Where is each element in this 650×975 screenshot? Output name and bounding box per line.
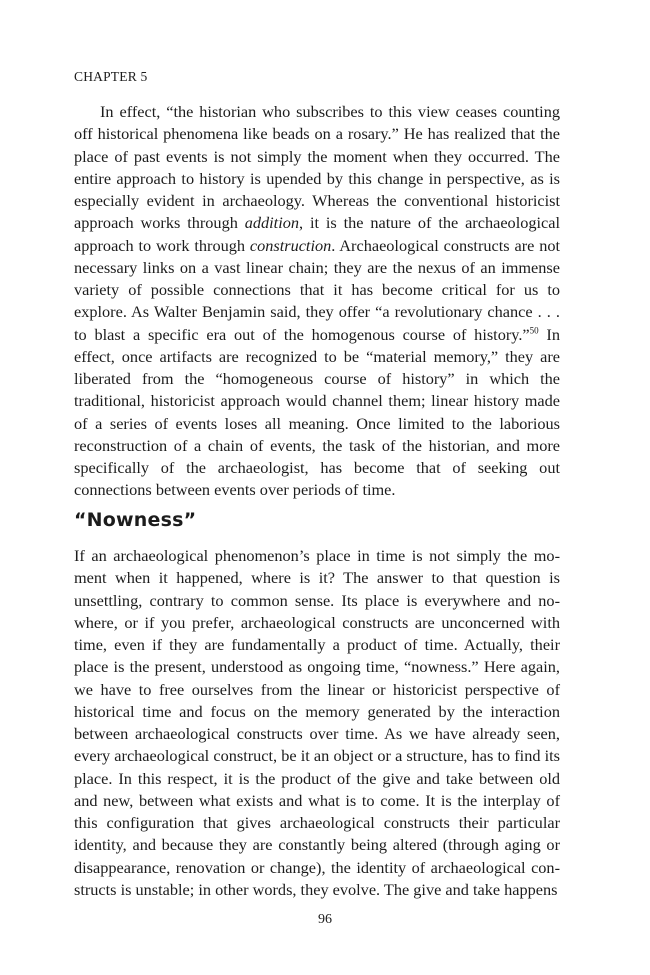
paragraph-text: , it is the nature of the archaeological approach to work through: [74, 213, 560, 255]
footnote-marker: 50: [529, 325, 539, 336]
emphasis-addition: addition: [244, 213, 299, 233]
paragraph-text: . Archaeological constructs are not necessary links on a vast linear chain; they are the nexus of an immense variety of possible connections that it has become critical for us to explore. As Walter Benjamin said, they offer “a revolutionary chance . . . to blast a specific era out of the homogenous course of history.”: [74, 235, 560, 344]
page-number: 96: [318, 912, 332, 927]
section-heading: “Nowness”: [74, 509, 197, 531]
paragraph-text: In effect, “the historian who subscribes to this view ceases counting off historical phenomena like beads on a rosary.” He has realized that the place of past events is not simply the moment when they occurred. The entire approach to history is upended by this change in perspective, as is especially evident in archaeology. Whereas the conventional historicist approach works through: [74, 102, 560, 233]
emphasis-construction: construction: [249, 235, 332, 255]
running-head: CHAPTER 5: [74, 69, 148, 84]
body-paragraph-2: If an archaeological phenomenon’s place in time is not simply the moment when it happened, where is it? The answer to that question is unsettling, contrary to common sense. Its place is everywhere and nowhere, or if you prefer, archaeological constructs are unconcerned with time, even if they are fundamentally a product of time. Actually, their place is the present, understood as ongoing time, “nowness.” Here again, we have to free ourselves from the linear or historicist perspective of historical time and focus on the memory generated by the interaction between archaeological constructs over time. As we have already seen, every archaeological construct, be it an object or a structure, has to find its place. In this respect, it is the product of the give and take between old and new, between what exists and what is to come. It is the interplay of this configuration that gives archaeological constructs their particular identity, and because they are constantly being altered (through aging or disappearance, renovation or change), the identity of archaeological constructs is unstable; in other words, they evolve. The give and take happens: [74, 546, 560, 899]
paragraph-text: In effect, once artifacts are recognized to be “material memory,” they are liberated from the “homogeneous course of history” in which the traditional, historicist approach would channel them; linear history made of a series of events loses all meaning. Once limited to the laborious reconstruction of a chain of events, the task of the historian, and more specifically of the archaeologist, has become that of seeking out connections between events over periods of time.: [74, 324, 560, 500]
body-paragraph-1: [74, 101, 560, 502]
